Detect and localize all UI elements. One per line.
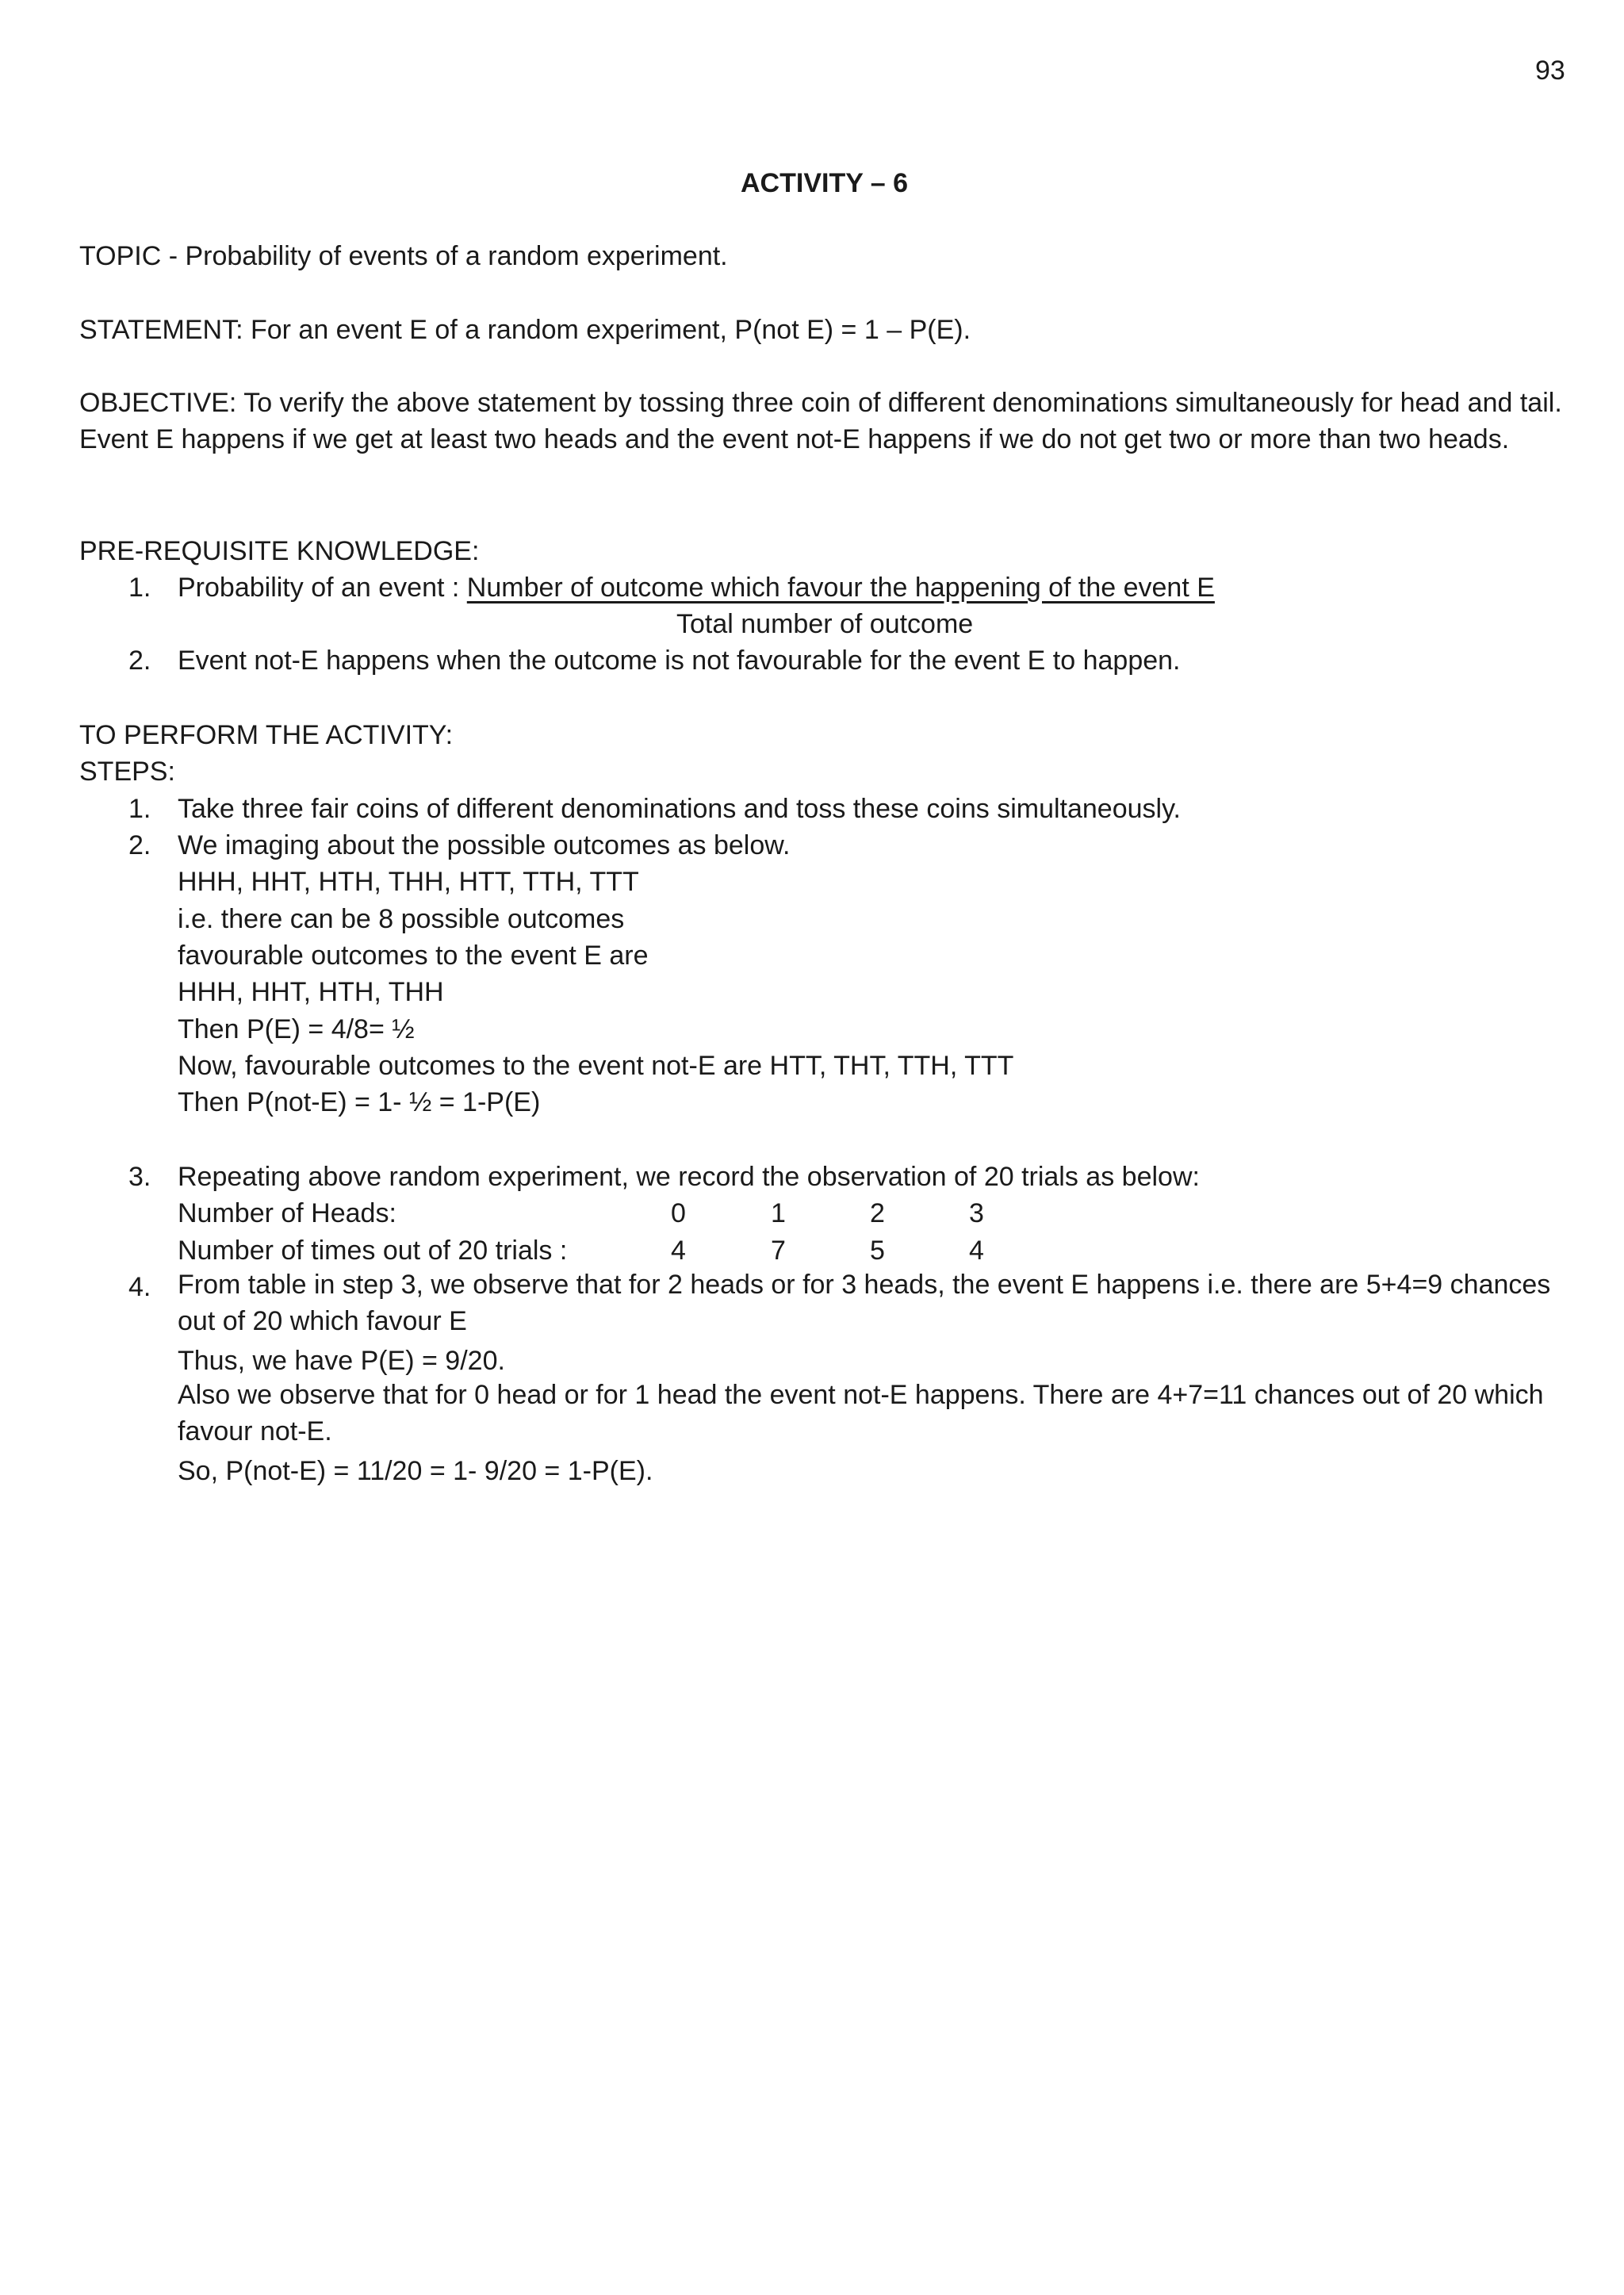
step-number: 1. xyxy=(128,794,151,824)
step-4-line: So, P(not-E) = 11/20 = 1- 9/20 = 1-P(E). xyxy=(178,1456,653,1486)
table-cell: 4 xyxy=(671,1236,686,1266)
topic-line: TOPIC - Probability of events of a random experiment. xyxy=(79,241,728,271)
step-4-line: Thus, we have P(E) = 9/20. xyxy=(178,1346,505,1376)
step-2-line: We imaging about the possible outcomes as below. xyxy=(178,830,791,860)
step-2-line: favourable outcomes to the event E are xyxy=(178,941,649,971)
table-cell: 3 xyxy=(969,1198,984,1228)
step-2-line: HHH, HHT, HTH, THH, HTT, TTH, TTT xyxy=(178,867,639,897)
table-row-label: Number of Heads: xyxy=(178,1198,396,1228)
step-4-paragraph: Also we observe that for 0 head or for 1 head the event not-E happens. There are 4+7=11 chances out of 20 which favour not-E. xyxy=(178,1380,1544,1446)
prereq-item-1 xyxy=(178,574,1215,601)
perform-heading: TO PERFORM THE ACTIVITY: xyxy=(79,720,454,750)
step-2-line: Then P(not-E) = 1- ½ = 1-P(E) xyxy=(178,1087,541,1117)
statement-line: STATEMENT: For an event E of a random experiment, P(not E) = 1 – P(E). xyxy=(79,315,971,345)
step-2-line: HHH, HHT, HTH, THH xyxy=(178,977,444,1007)
prereq-item-number: 2. xyxy=(128,646,151,676)
fraction-numerator: Number of outcome which favour the happening of the event E xyxy=(466,573,1215,603)
objective-paragraph: OBJECTIVE: To verify the above statement by tossing three coin of different denominations simultaneously for head and tail. Event E happens if we get at least two heads and the event not-E happens if we do not get two or more than two heads. xyxy=(79,388,1562,454)
prereq-item-number: 1. xyxy=(128,573,151,603)
prereq-heading: PRE-REQUISITE KNOWLEDGE: xyxy=(79,536,480,566)
table-cell: 2 xyxy=(870,1198,885,1228)
table-cell: 5 xyxy=(870,1236,885,1266)
table-cell: 4 xyxy=(969,1236,984,1266)
prereq-item-2: Event not-E happens when the outcome is not favourable for the event E to happen. xyxy=(178,646,1181,676)
table-cell: 7 xyxy=(771,1236,786,1266)
step-2-line: Then P(E) = 4/8= ½ xyxy=(178,1014,415,1044)
step-number: 3. xyxy=(128,1162,151,1192)
step-number: 4. xyxy=(128,1272,151,1302)
step-2-line: i.e. there can be 8 possible outcomes xyxy=(178,904,625,934)
step-1: Take three fair coins of different denominations and toss these coins simultaneously. xyxy=(178,794,1182,824)
step-3: Repeating above random experiment, we record the observation of 20 trials as below: xyxy=(178,1162,1200,1192)
steps-heading: STEPS: xyxy=(79,757,175,787)
step-number: 2. xyxy=(128,830,151,860)
probability-definition-label: Probability of an event : xyxy=(178,573,467,603)
step-2-line: Now, favourable outcomes to the event not-E are HTT, THT, TTH, TTT xyxy=(178,1051,1014,1081)
table-row-label: Number of times out of 20 trials : xyxy=(178,1236,568,1266)
fraction-denominator: Total number of outcome xyxy=(676,609,974,639)
step-4-paragraph: From table in step 3, we observe that for 2 heads or for 3 heads, the event E happens i.e. there are 5+4=9 chances out of 20 which favour E xyxy=(178,1270,1551,1336)
page-number: 93 xyxy=(1535,56,1565,86)
table-cell: 0 xyxy=(671,1198,686,1228)
table-cell: 1 xyxy=(771,1198,786,1228)
page-title: ACTIVITY – 6 xyxy=(741,168,908,198)
